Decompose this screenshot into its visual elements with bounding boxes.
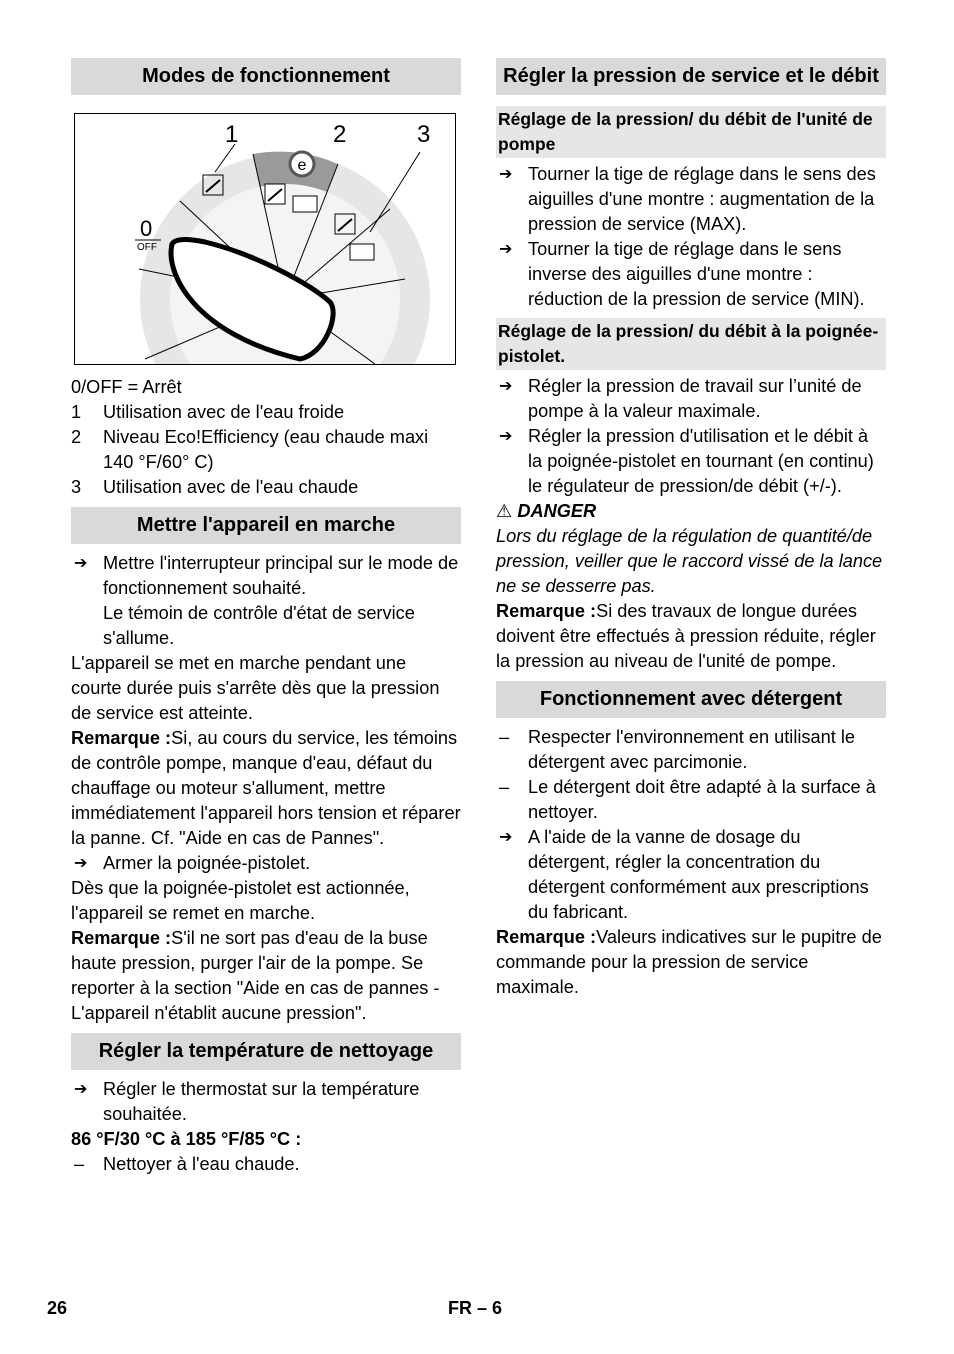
dash-item: – Nettoyer à l'eau chaude.	[71, 1152, 461, 1177]
dash-icon: –	[74, 1154, 85, 1174]
subheading-poignee: Réglage de la pression/ du débit à la poignée-pistolet.	[496, 318, 886, 370]
step-item: ➔ Régler la pression d'utilisation et le débit à la poignée-pistolet en tournant (en continu) le régulateur de pression/de débit (+/-).	[499, 426, 874, 496]
callout-3: 3	[417, 121, 431, 148]
legend-off: 0/OFF = Arrêt	[71, 377, 182, 397]
arrow-icon: ➔	[74, 555, 88, 572]
page-number: 26	[47, 1298, 68, 1318]
step-item: ➔ Régler le thermostat sur la température souhaitée.	[74, 1079, 420, 1124]
arrow-icon: ➔	[499, 428, 513, 445]
paragraph: Dès que la poignée-pistolet est actionnée, l'appareil se remet en marche.	[71, 878, 410, 923]
eco-letter: e	[297, 157, 307, 174]
note: Remarque :Si, au cours du service, les témoins de contrôle pompe, manque d'eau, défaut du chauffage ou moteur s'allument, mettre immédiatement l'appareil hors tension et réparer la panne. Cf. "Aide en cas de Pannes".	[71, 728, 461, 848]
arrow-icon: ➔	[499, 378, 513, 395]
note: Remarque :Si des travaux de longue durées doivent être effectués à pression réduite, régler la pression au niveau de l'unité de pompe.	[496, 601, 876, 671]
step-item: ➔ Tourner la tige de réglage dans le sens des aiguilles d'une montre : augmentation de la pression de service (MAX).	[499, 164, 876, 234]
danger-text: Lors du réglage de la régulation de quantité/de pression, veiller que le raccord vissé de la lance ne se desserre pas.	[496, 526, 883, 596]
heading-pression: Régler la pression de service et le débit	[496, 58, 886, 95]
arrow-icon: ➔	[74, 855, 88, 872]
legend-list	[71, 375, 461, 500]
callout-0: 0	[140, 216, 153, 241]
paragraph: L'appareil se met en marche pendant une courte durée puis s'arrête dès que la pression de service est atteinte.	[71, 653, 440, 723]
temp-range: 86 °F/30 °C à 185 °F/85 °C :	[71, 1129, 302, 1149]
warning-icon: ⚠	[496, 501, 513, 521]
dash-icon: –	[499, 727, 510, 747]
step-item: ➔ A l'aide de la vanne de dosage du détergent, régler la concentration du détergent conformément aux prescriptions du fabricant.	[499, 827, 869, 922]
mode-dial-figure	[74, 113, 456, 365]
off-label: OFF	[137, 242, 157, 253]
step-item: ➔ Mettre l'interrupteur principal sur le mode de fonctionnement souhaité. Le témoin de contrôle d'état de service s'allume.	[74, 553, 459, 648]
arrow-icon: ➔	[74, 1081, 88, 1098]
legend-item: 3 Utilisation avec de l'eau chaude	[71, 477, 359, 497]
danger-title: ⚠ DANGER	[496, 501, 597, 521]
heading-temperature: Régler la température de nettoyage	[71, 1033, 461, 1070]
left-column	[71, 58, 461, 1177]
arrow-icon: ➔	[499, 241, 513, 258]
legend-item: 1 Utilisation avec de l'eau froide	[71, 402, 345, 422]
section-marker: FR – 6	[448, 1298, 503, 1318]
right-column	[496, 58, 886, 1000]
dash-item: – Le détergent doit être adapté à la surface à nettoyer.	[499, 777, 876, 822]
arrow-icon: ➔	[499, 829, 513, 846]
legend-item: 2 Niveau Eco!Efficiency (eau chaude maxi 140 °F/60° C)	[71, 427, 429, 472]
step-item: ➔ Tourner la tige de réglage dans le sens inverse des aiguilles d'une montre : réduction de la pression de service (MIN).	[499, 239, 865, 309]
note: Remarque :Valeurs indicatives sur le pupitre de commande pour la pression de service maximale.	[496, 927, 882, 997]
mode-dial-illustration	[75, 114, 455, 364]
dash-icon: –	[499, 777, 510, 797]
heading-marche: Mettre l'appareil en marche	[71, 507, 461, 544]
heading-modes: Modes de fonctionnement	[71, 58, 461, 95]
step-item: ➔ Régler la pression de travail sur l’unité de pompe à la valeur maximale.	[499, 376, 862, 421]
subheading-pompe: Réglage de la pression/ du débit de l'unité de pompe	[496, 106, 886, 158]
arrow-icon: ➔	[499, 166, 513, 183]
step-item: ➔ Armer la poignée-pistolet.	[71, 851, 461, 876]
dash-item: – Respecter l'environnement en utilisant le détergent avec parcimonie.	[499, 727, 855, 772]
heading-detergent: Fonctionnement avec détergent	[496, 681, 886, 718]
callout-1: 1	[225, 121, 239, 148]
note: Remarque :S'il ne sort pas d'eau de la buse haute pression, purger l'air de la pompe. Se reporter à la section "Aide en cas de pannes - L'appareil n'établit aucune pression".	[71, 928, 440, 1023]
callout-2: 2	[333, 121, 347, 148]
